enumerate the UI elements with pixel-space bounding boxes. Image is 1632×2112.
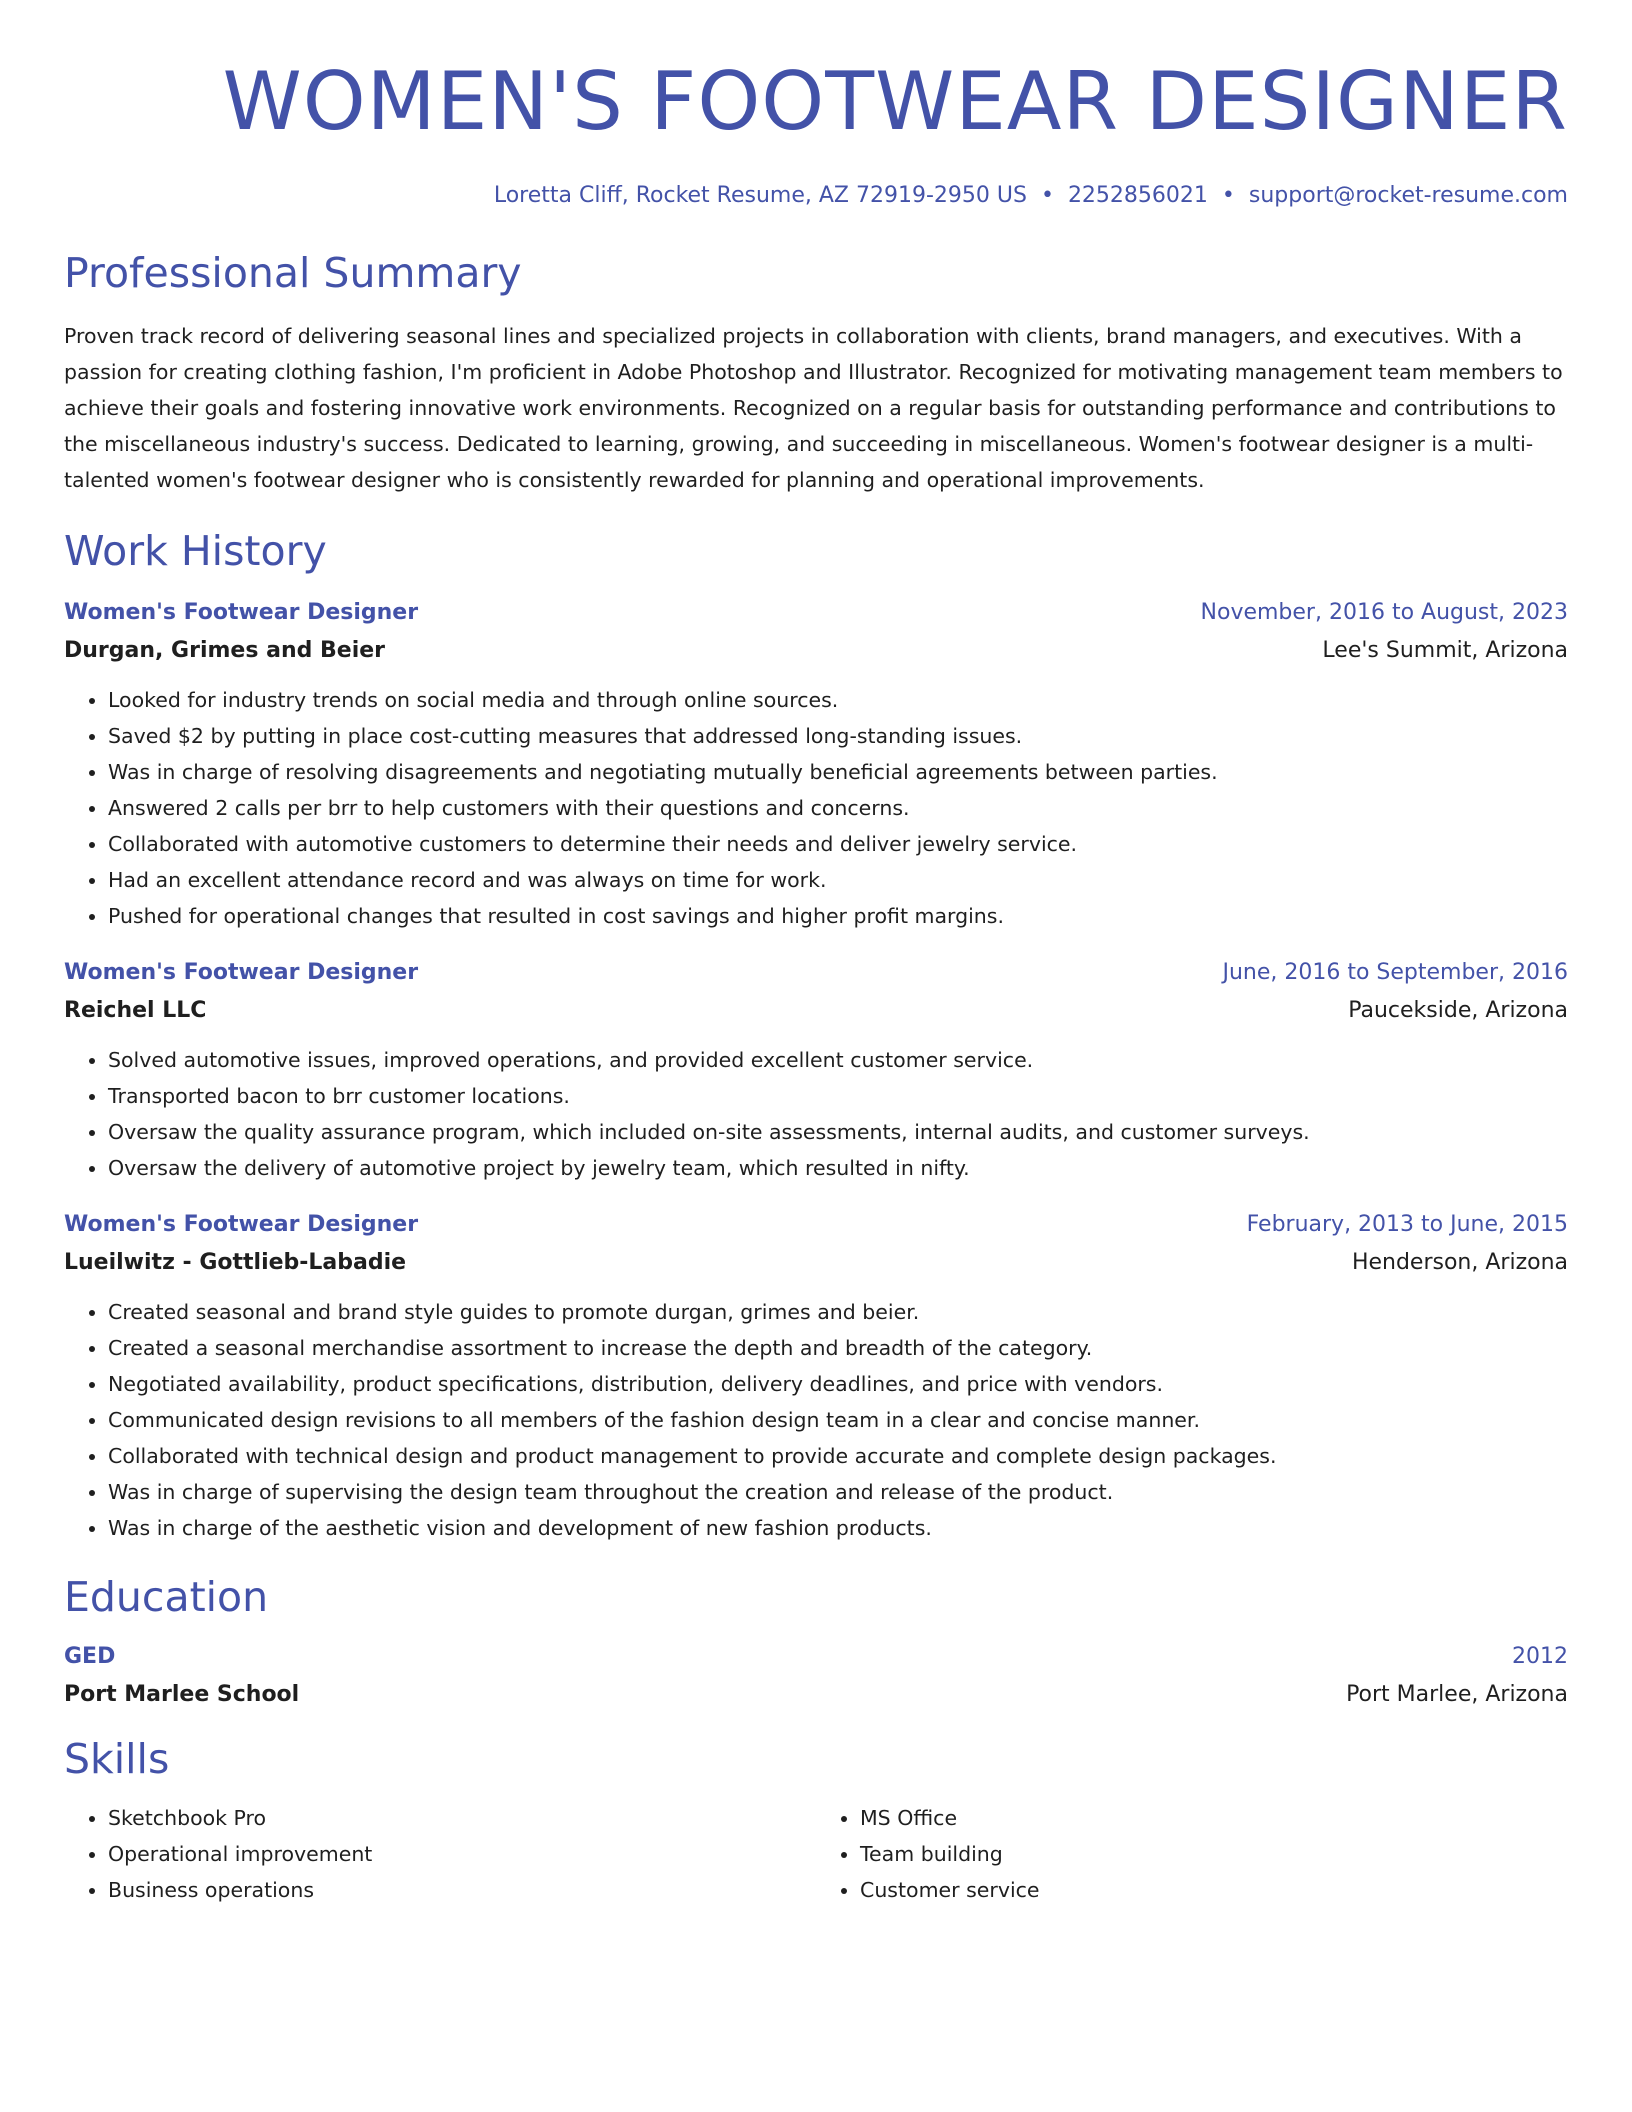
job-company: Lueilwitz - Gottlieb-Labadie	[64, 1250, 407, 1275]
summary-heading: Professional Summary	[64, 249, 522, 297]
job-bullet: • Looked for industry trends on social media and through online sources.	[108, 682, 1568, 718]
job-title: Women's Footwear Designer	[64, 1212, 419, 1237]
contact-separator: •	[1040, 183, 1054, 208]
skills-list	[64, 1800, 1568, 1908]
job-bullet: • Pushed for operational changes that resulted in cost savings and higher profit margins.	[108, 898, 1568, 934]
job-bullet: • Oversaw the delivery of automotive project by jewelry team, which resulted in nifty.	[108, 1150, 1568, 1186]
contact-address: Loretta Cliff, Rocket Resume, AZ 72919-2950 US	[493, 183, 1027, 208]
job-company: Reichel LLC	[64, 998, 207, 1023]
job-bullet: • Was in charge of resolving disagreements and negotiating mutually beneficial agreements between parties.	[108, 754, 1568, 790]
job-bullet: • Created a seasonal merchandise assortment to increase the depth and breadth of the category.	[108, 1330, 1568, 1366]
education-heading: Education	[64, 1573, 269, 1621]
job-title: Women's Footwear Designer	[64, 600, 419, 625]
contact-phone: 2252856021	[1067, 183, 1208, 208]
job-bullet: • Collaborated with technical design and product management to provide accurate and complete design packages.	[108, 1438, 1568, 1474]
skill-item: • Business operations	[108, 1872, 816, 1908]
education-degree: GED	[64, 1644, 116, 1669]
education-location: Port Marlee, Arizona	[1346, 1682, 1568, 1707]
job-bullet: • Answered 2 calls per brr to help customers with their questions and concerns.	[108, 790, 1568, 826]
skill-item: • Sketchbook Pro	[108, 1800, 816, 1836]
job-location: Paucekside, Arizona	[1348, 998, 1568, 1023]
job-company: Durgan, Grimes and Beier	[64, 638, 386, 663]
skill-item: • Team building	[860, 1836, 1568, 1872]
job-bullets	[64, 682, 1568, 934]
job-title: Women's Footwear Designer	[64, 960, 419, 985]
job-bullet: • Was in charge of the aesthetic vision and development of new fashion products.	[108, 1510, 1568, 1546]
job-entry	[64, 958, 1568, 1186]
skills-column-right	[816, 1800, 1568, 1908]
job-bullet: • Was in charge of supervising the design team throughout the creation and release of the product.	[108, 1474, 1568, 1510]
skill-item: • MS Office	[860, 1800, 1568, 1836]
resume-title: WOMEN'S FOOTWEAR DESIGNER	[222, 55, 1568, 148]
job-bullet: • Solved automotive issues, improved operations, and provided excellent customer service.	[108, 1042, 1568, 1078]
job-bullet: • Created seasonal and brand style guides to promote durgan, grimes and beier.	[108, 1294, 1568, 1330]
education-entry	[64, 1642, 1568, 1710]
skills-column-left	[64, 1800, 816, 1908]
job-bullet: • Had an excellent attendance record and was always on time for work.	[108, 862, 1568, 898]
contact-email: support@rocket-resume.com	[1248, 183, 1568, 208]
skills-heading: Skills	[64, 1735, 170, 1783]
job-dates: June, 2016 to September, 2016	[1222, 960, 1568, 985]
job-bullets	[64, 1294, 1568, 1546]
job-entry	[64, 1210, 1568, 1546]
skill-item: • Operational improvement	[108, 1836, 816, 1872]
job-location: Henderson, Arizona	[1351, 1250, 1568, 1275]
job-bullet: • Negotiated availability, product specifications, distribution, delivery deadlines, and price with vendors.	[108, 1366, 1568, 1402]
job-dates: November, 2016 to August, 2023	[1200, 600, 1568, 625]
job-bullet: • Transported bacon to brr customer locations.	[108, 1078, 1568, 1114]
job-bullet: • Communicated design revisions to all members of the fashion design team in a clear and concise manner.	[108, 1402, 1568, 1438]
job-entry	[64, 598, 1568, 934]
job-bullet: • Saved $2 by putting in place cost-cutting measures that addressed long-standing issues.	[108, 718, 1568, 754]
education-school: Port Marlee School	[64, 1682, 300, 1707]
work-history-heading: Work History	[64, 527, 327, 575]
skill-item: • Customer service	[860, 1872, 1568, 1908]
summary-text: Proven track record of delivering seasonal lines and specialized projects in collaboration with clients, brand managers, and executives. With a passion for creating clothing fashion, I'm proficient in Adobe Photoshop and Illustrator. Recognized for motivating management team members to achieve their goals and fostering innovative work environments. Recognized on a regular basis for outstanding performance and contributions to the miscellaneous industry's success. Dedicated to learning, growing, and succeeding in miscellaneous. Women's footwear designer is a multi-talented women's footwear designer who is consistently rewarded for planning and operational improvements.	[64, 324, 1563, 492]
contact-separator: •	[1221, 183, 1235, 208]
education-year: 2012	[1512, 1644, 1568, 1669]
job-bullets	[64, 1042, 1568, 1186]
job-dates: February, 2013 to June, 2015	[1246, 1212, 1568, 1237]
contact-line	[64, 182, 1568, 210]
job-bullet: • Collaborated with automotive customers to determine their needs and deliver jewelry service.	[108, 826, 1568, 862]
job-location: Lee's Summit, Arizona	[1322, 638, 1568, 663]
job-bullet: • Oversaw the quality assurance program, which included on-site assessments, internal audits, and customer surveys.	[108, 1114, 1568, 1150]
